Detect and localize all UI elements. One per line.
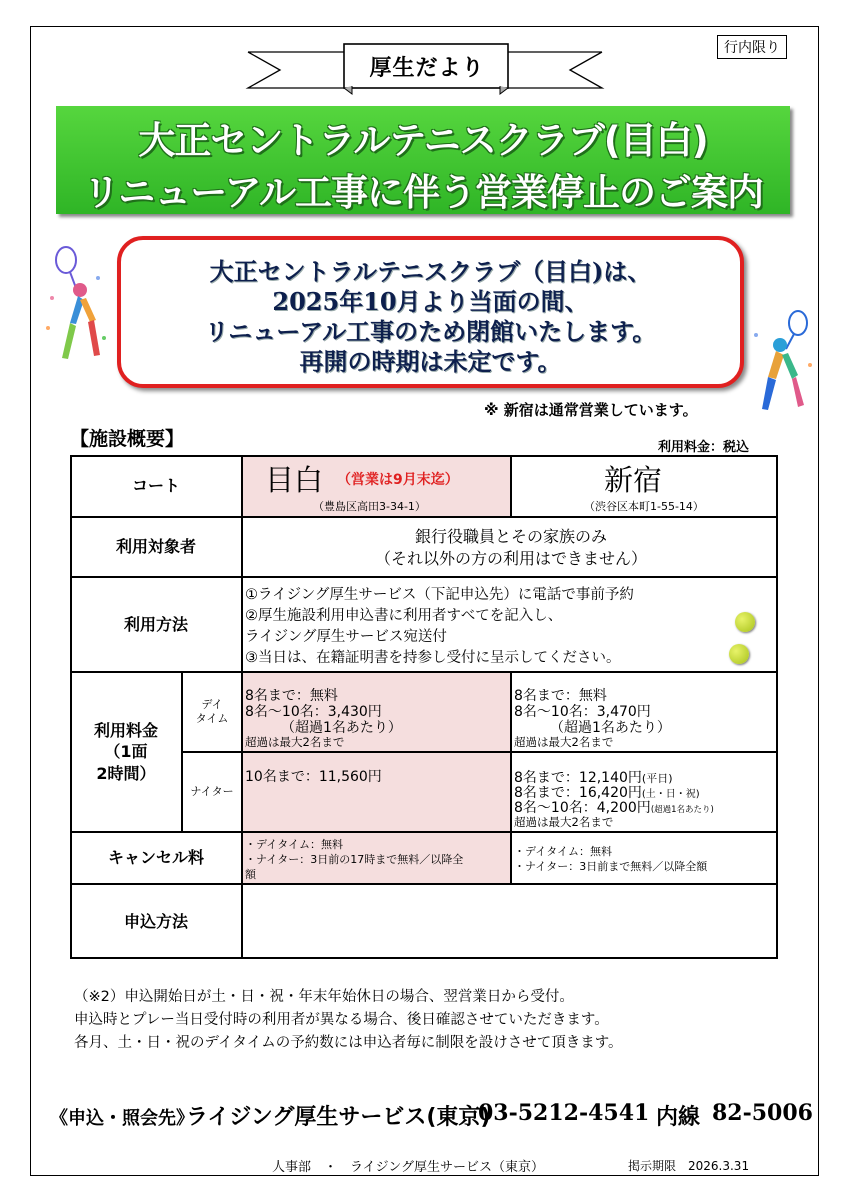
- shinjuku-day-line-1: 8名まで：無料: [514, 688, 607, 704]
- tennis-player-left-icon: [40, 238, 110, 368]
- cancel-shinjuku-line-1: ・デイタイム：無料: [514, 845, 613, 858]
- shinjuku-night-3b: (超過1名あたり): [650, 805, 714, 815]
- shinjuku-night-2a: 8名まで：16,420円: [514, 785, 642, 801]
- shinjuku-night-1b: (平日): [641, 772, 673, 785]
- notice-line-2: 2025年10月より当面の間、: [272, 287, 589, 316]
- fees-label-line1: 利用料金: [93, 720, 158, 740]
- banner-title-line2: リニューアル工事に伴う営業停止のご案内: [83, 171, 763, 214]
- section-title: 【施設概要】: [70, 428, 185, 450]
- fees-mejiro-daytime: [242, 672, 511, 752]
- daytime-label: [182, 672, 242, 752]
- contact-phone[interactable]: 03-5212-4541: [478, 1100, 650, 1126]
- row-label-apply: [70, 884, 242, 959]
- mejiro-status: （営業は9月末迄）: [337, 472, 459, 488]
- row-label-usage: [70, 577, 242, 672]
- cancel-mejiro: [242, 832, 511, 884]
- cancel-mejiro-line-3: 額: [245, 868, 256, 881]
- tennis-ball-icon: [735, 612, 755, 632]
- court-shinjuku-cell: [511, 455, 778, 517]
- row-label-court: [70, 455, 242, 517]
- facility-table: [70, 455, 778, 959]
- footnote-3: 各月、土・日・祝のデイタイムの予約数には申込者毎に制限を設けさせて頂きます。: [74, 1035, 623, 1051]
- shinjuku-night-line-4: 超過は最大2名まで: [514, 815, 614, 829]
- internal-only-stamp: 行内限り: [717, 35, 787, 59]
- shinjuku-address: （渋谷区本町1-55-14）: [584, 500, 704, 513]
- mejiro-day-line-1: 8名まで：無料: [245, 688, 338, 704]
- footnote-2: 申込時とプレー当日受付時の利用者が異なる場合、後日確認させていただきます。: [74, 1012, 609, 1028]
- notice-line-3: リニューアル工事のため閉館いたします。: [204, 317, 657, 346]
- eligibility-label-text: 利用対象者: [115, 537, 196, 557]
- usage-line-2: ②厚生施設利用申込書に利用者すべてを記入し、: [245, 608, 563, 624]
- row-label-fees: [70, 672, 182, 832]
- newsletter-title: 厚生だより: [369, 55, 485, 81]
- footnote-1: （※2）申込開始日が土・日・祝・年末年始休日の場合、翌営業日から受付。: [74, 989, 574, 1005]
- night-label: [182, 752, 242, 832]
- mejiro-name: 目白: [265, 463, 324, 497]
- contact-label: 《申込・照会先》: [50, 1108, 194, 1129]
- cancel-label-text: キャンセル料: [107, 848, 204, 868]
- cancel-mejiro-line-2: ・ナイター：3日前の17時まで無料／以降全: [245, 853, 464, 866]
- mejiro-day-line-2: 8名～10名：3,430円: [245, 704, 382, 720]
- shinjuku-day-line-2: 8名～10名：3,470円: [514, 704, 651, 720]
- cancel-shinjuku-line-2: ・ナイター：3日前まで無料／以降全額: [514, 860, 708, 873]
- tax-note: 利用料金：税込: [658, 440, 750, 455]
- night-label-text: ナイター: [190, 784, 234, 798]
- tennis-ball-icon: [729, 644, 749, 664]
- apply-cell: [242, 884, 778, 959]
- eligibility-line-2: （それ以外の方の利用はできません）: [374, 549, 647, 568]
- shinjuku-night-3a: 8名～10名：4,200円: [514, 800, 651, 816]
- fees-label-line3: 2時間）: [96, 763, 156, 783]
- mejiro-night-line-1: 10名まで：11,560円: [245, 769, 382, 785]
- fees-shinjuku-daytime: [511, 672, 778, 752]
- contact-ext-label: 内線: [656, 1105, 701, 1130]
- usage-line-3: ライジング厚生サービス宛送付: [245, 629, 447, 645]
- row-label-eligibility: [70, 517, 242, 577]
- fees-shinjuku-night: [511, 752, 778, 832]
- court-label-text: コート: [131, 476, 180, 496]
- mejiro-day-line-3: （超過1名あたり）: [281, 720, 402, 736]
- apply-label-text: 申込方法: [123, 911, 188, 931]
- usage-label-text: 利用方法: [123, 614, 188, 634]
- notice-line-1: 大正セントラルテニスクラブ（目白)は、: [209, 257, 652, 286]
- title-banner: [56, 106, 790, 214]
- department-footer: 人事部 ・ ライジング厚生サービス（東京）: [272, 1160, 545, 1175]
- shinjuku-open-note: ※ 新宿は通常営業しています。: [484, 401, 698, 419]
- mejiro-day-line-4: 超過は最大2名まで: [245, 735, 345, 749]
- shinjuku-night-2b: (土・日・祝): [641, 789, 700, 800]
- banner-title-line1: 大正セントラルテニスクラブ(目白): [138, 119, 708, 162]
- mejiro-address: （豊島区高田3-34-1）: [313, 500, 426, 513]
- usage-line-4: ③当日は、在籍証明書を持参し受付に呈示してください。: [245, 650, 621, 666]
- cancel-mejiro-line-1: ・デイタイム：無料: [245, 838, 344, 851]
- shinjuku-day-line-3: （超過1名あたり）: [550, 720, 671, 736]
- contact-ext: 82-5006: [712, 1100, 813, 1126]
- posting-expiry: 掲示期限 2026.3.31: [628, 1159, 750, 1173]
- shinjuku-day-line-4: 超過は最大2名まで: [514, 735, 614, 749]
- court-mejiro-cell: [242, 455, 511, 517]
- shinjuku-name: 新宿: [604, 463, 663, 497]
- eligibility-cell: [242, 517, 778, 577]
- tennis-player-right-icon: [748, 305, 818, 415]
- usage-line-1: ①ライジング厚生サービス（下記申込先）に電話で事前予約: [245, 587, 634, 603]
- row-label-cancel: [70, 832, 242, 884]
- fees-label-line2: （1面: [104, 742, 148, 762]
- shinjuku-night-1a: 8名まで：12,140円: [514, 770, 642, 786]
- daytime-label-line2: タイム: [195, 712, 229, 725]
- closure-notice-box: [117, 236, 744, 388]
- daytime-label-line1: デイ: [201, 697, 223, 711]
- usage-cell: [242, 577, 778, 672]
- fees-mejiro-night: [242, 752, 511, 832]
- eligibility-line-1: 銀行役職員とその家族のみ: [414, 527, 607, 546]
- contact-org: ライジング厚生サービス(東京): [186, 1105, 491, 1130]
- notice-line-4: 再開の時期は未定です。: [299, 347, 562, 376]
- cancel-shinjuku: [511, 832, 778, 884]
